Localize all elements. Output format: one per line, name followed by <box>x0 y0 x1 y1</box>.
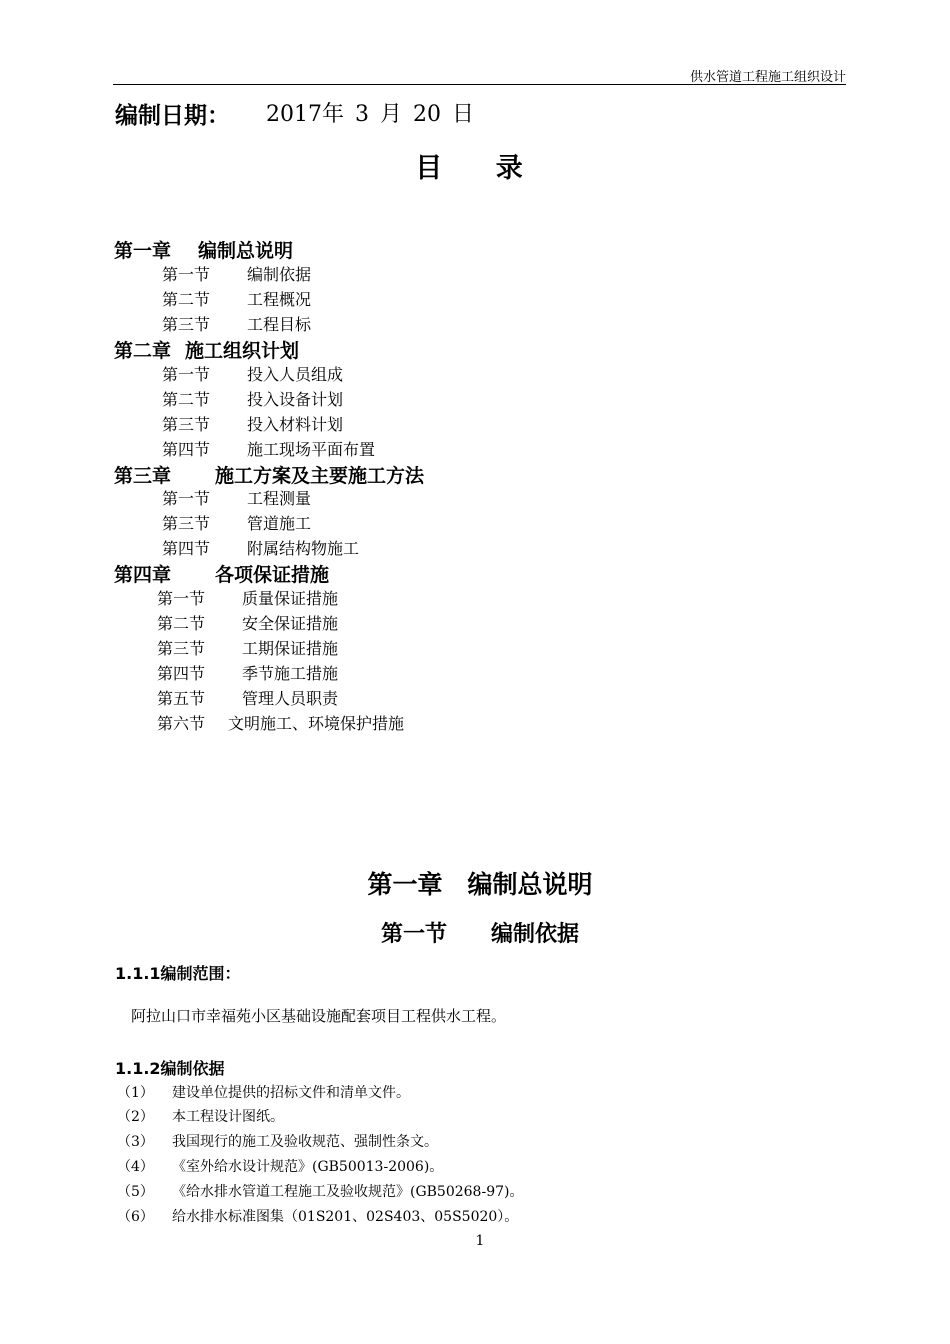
list-item-number: （5） <box>117 1184 154 1200</box>
toc-section-title: 工程概况 <box>247 290 312 309</box>
toc-section[interactable] <box>157 586 338 609</box>
toc-section-number: 第六节 <box>157 714 206 733</box>
toc-chapter-title: 编制总说明 <box>198 240 294 262</box>
toc-section-title: 投入设备计划 <box>247 390 344 409</box>
list-item-number: （4） <box>117 1159 154 1175</box>
toc-chapter-1[interactable] <box>114 236 293 263</box>
chapter-heading: 第一章 编制总说明 <box>367 870 593 899</box>
running-header: 供水管道工程施工组织设计 <box>689 70 846 85</box>
list-item-number: （6） <box>117 1209 154 1225</box>
list-item <box>117 1082 410 1102</box>
list-item <box>117 1181 523 1201</box>
toc-section-number: 第三节 <box>157 639 206 658</box>
toc-section[interactable] <box>157 611 338 634</box>
toc-section[interactable] <box>162 312 311 335</box>
list-item-text: 本工程设计图纸。 <box>172 1109 284 1125</box>
page-number: 1 <box>475 1233 485 1249</box>
toc-section-number: 第四节 <box>157 664 206 683</box>
toc-section[interactable] <box>162 511 311 534</box>
toc-section-number: 第四节 <box>162 539 211 558</box>
toc-section-number: 第一节 <box>162 365 211 384</box>
toc-section-title: 编制依据 <box>247 265 312 284</box>
basis-heading: 1.1.2编制依据 <box>115 1059 225 1078</box>
toc-section-title: 投入材料计划 <box>247 415 344 434</box>
toc-section[interactable] <box>162 536 359 559</box>
toc-section-title: 工期保证措施 <box>242 639 339 658</box>
list-item <box>117 1156 443 1176</box>
toc-section-title: 安全保证措施 <box>242 614 339 633</box>
toc-chapter-title: 各项保证措施 <box>215 564 330 586</box>
list-item-number: （1） <box>117 1085 154 1101</box>
scope-paragraph: 阿拉山口市幸福苑小区基础设施配套项目工程供水工程。 <box>131 1007 507 1025</box>
toc-chapter-title: 施工方案及主要施工方法 <box>215 465 425 487</box>
toc-section-title: 施工现场平面布置 <box>247 440 376 459</box>
toc-chapter-number: 第一章 <box>114 240 172 262</box>
toc-section[interactable] <box>162 412 343 435</box>
toc-section-number: 第二节 <box>162 390 211 409</box>
toc-chapter-3[interactable] <box>114 461 424 488</box>
list-item <box>117 1131 438 1151</box>
toc-title: 目 录 <box>415 153 545 184</box>
toc-section[interactable] <box>162 486 311 509</box>
toc-section-title: 管理人员职责 <box>242 689 339 708</box>
toc-section[interactable] <box>162 387 343 410</box>
toc-section-number: 第三节 <box>162 415 211 434</box>
toc-section-number: 第三节 <box>162 315 211 334</box>
list-item-text: 建设单位提供的招标文件和清单文件。 <box>172 1085 410 1101</box>
list-item <box>117 1206 518 1226</box>
toc-section[interactable] <box>157 686 338 709</box>
toc-section[interactable] <box>157 661 338 684</box>
list-item-number: （3） <box>117 1134 154 1150</box>
date-label: 编制日期： <box>115 103 230 129</box>
scope-heading: 1.1.1编制范围： <box>115 964 241 983</box>
toc-section-title: 文明施工、环境保护措施 <box>228 714 405 733</box>
toc-section-number: 第一节 <box>157 589 206 608</box>
toc-section[interactable] <box>162 437 375 460</box>
toc-section-number: 第三节 <box>162 514 211 533</box>
list-item <box>117 1106 284 1126</box>
toc-section-number: 第五节 <box>157 689 206 708</box>
toc-chapter-number: 第二章 <box>114 340 172 362</box>
toc-section-title: 工程测量 <box>247 489 312 508</box>
toc-section-number: 第二节 <box>162 290 211 309</box>
toc-section-number: 第一节 <box>162 265 211 284</box>
list-item-text: 我国现行的施工及验收规范、强制性条文。 <box>172 1134 438 1150</box>
section-heading: 第一节 编制依据 <box>380 922 579 947</box>
toc-section[interactable] <box>157 636 338 659</box>
toc-section-title: 投入人员组成 <box>247 365 344 384</box>
toc-section[interactable] <box>162 362 343 385</box>
list-item-text: 《室外给水设计规范》(GB50013-2006)。 <box>172 1159 444 1175</box>
toc-section-number: 第二节 <box>157 614 206 633</box>
toc-chapter-2[interactable] <box>114 336 299 363</box>
toc-chapter-4[interactable] <box>114 560 329 587</box>
list-item-text: 给水排水标准图集（01S201、02S403、05S5020）。 <box>172 1209 519 1225</box>
list-item-text: 《给水排水管道工程施工及验收规范》(GB50268-97)。 <box>172 1184 524 1200</box>
toc-section-title: 管道施工 <box>247 514 312 533</box>
toc-section-title: 工程目标 <box>247 315 312 334</box>
toc-section-title: 附属结构物施工 <box>247 539 360 558</box>
toc-section[interactable] <box>157 711 404 734</box>
date-value: 2017年 3 月 20 日 <box>266 102 474 127</box>
toc-section[interactable] <box>162 287 311 310</box>
toc-chapter-number: 第三章 <box>114 465 172 487</box>
toc-section-title: 季节施工措施 <box>242 664 339 683</box>
toc-section[interactable] <box>162 262 311 285</box>
toc-chapter-title: 施工组织计划 <box>185 340 300 362</box>
toc-section-number: 第四节 <box>162 440 211 459</box>
list-item-number: （2） <box>117 1109 154 1125</box>
toc-chapter-number: 第四章 <box>114 564 172 586</box>
header-rule <box>113 84 846 85</box>
toc-section-number: 第一节 <box>162 489 211 508</box>
toc-section-title: 质量保证措施 <box>242 589 339 608</box>
